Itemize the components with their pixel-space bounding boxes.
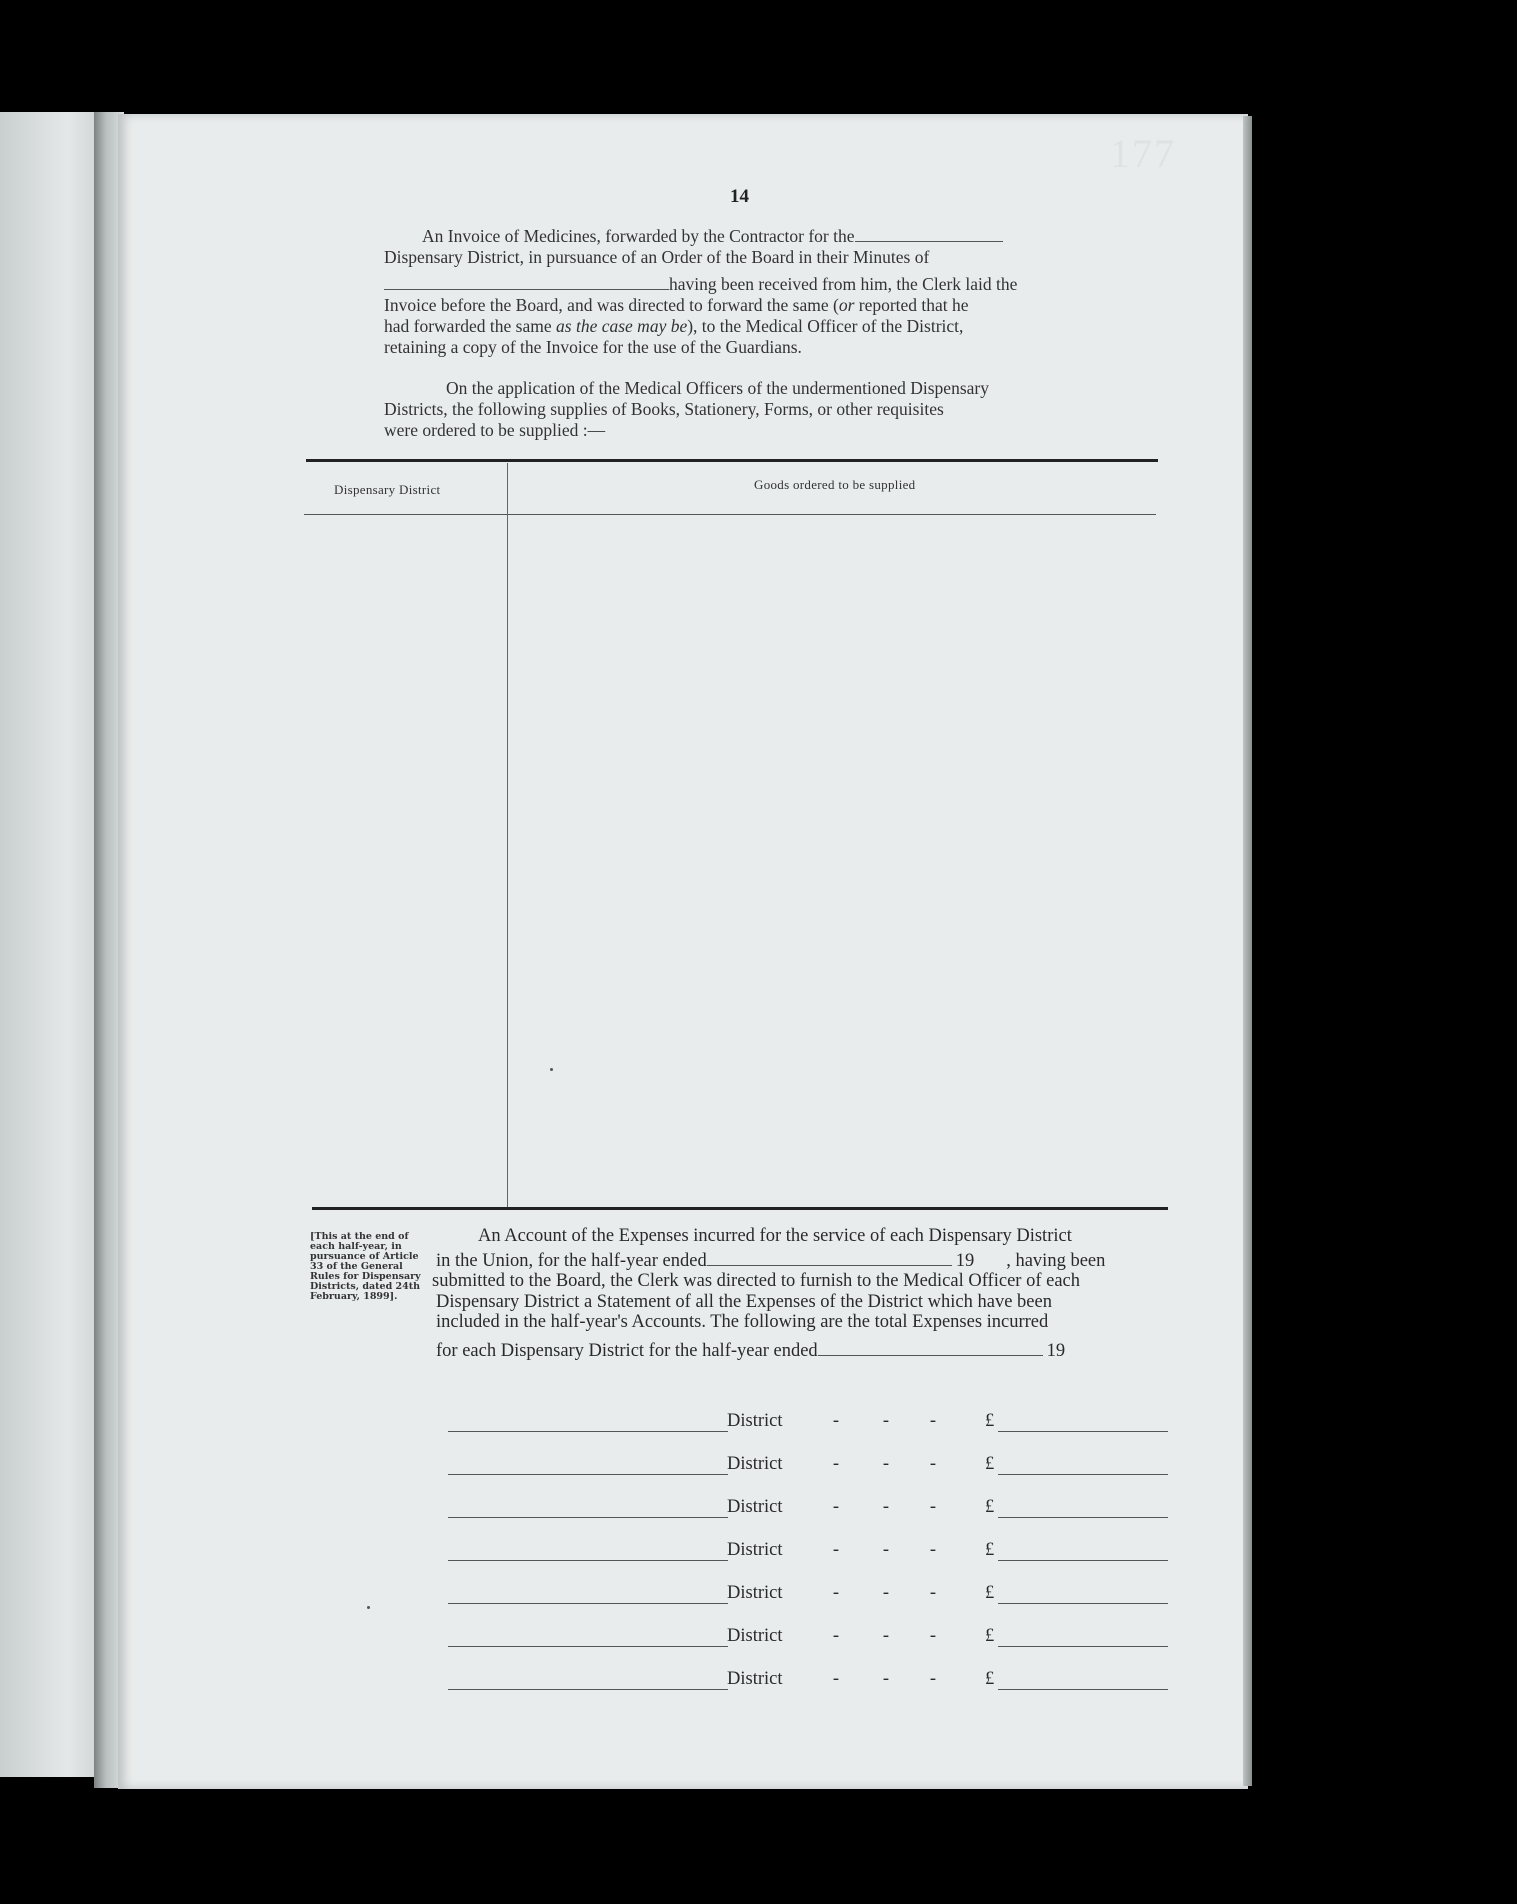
page-number: 14 (730, 186, 749, 207)
amount-blank (998, 1560, 1168, 1561)
amount-blank (998, 1431, 1168, 1432)
district-label: District (727, 1540, 783, 1560)
invoice-text-5a: had forwarded the same (384, 316, 557, 336)
leader-dash: - (882, 1583, 890, 1603)
table-bottom-rule (312, 1207, 1168, 1210)
account-line-1: An Account of the Expenses incurred for the service of each Dispensary District (478, 1226, 1072, 1246)
leader-dash: - (832, 1583, 840, 1603)
table-column-divider (507, 463, 508, 1208)
pound-sign: £ (985, 1411, 995, 1431)
district-name-blank (448, 1517, 728, 1518)
column-header-goods: Goods ordered to be supplied (754, 477, 916, 492)
paper-speck (550, 1068, 553, 1071)
leader-dash: - (882, 1669, 890, 1689)
account-line-3: submitted to the Board, the Clerk was directed to furnish to the Medical Officer of each (432, 1271, 1080, 1291)
district-name-blank (448, 1560, 728, 1561)
account-text-2b: , having been (1006, 1250, 1106, 1271)
invoice-text-3: having been received from him, the Clerk laid the (669, 274, 1018, 294)
invoice-line-1 (384, 226, 1102, 247)
pound-sign: £ (985, 1669, 995, 1689)
leader-dash: - (882, 1411, 890, 1431)
district-row (440, 1540, 1170, 1570)
pound-sign: £ (985, 1497, 995, 1517)
district-name-blank (448, 1689, 728, 1690)
district-label: District (727, 1626, 783, 1646)
invoice-or-italic: or (838, 295, 855, 315)
invoice-text-4: Invoice before the Board, and was directed to forward the same ( (384, 295, 839, 315)
invoice-text-4b: reported that he (854, 295, 969, 315)
district-name-blank (448, 1431, 728, 1432)
application-paragraph (384, 378, 1102, 441)
leader-dash: - (882, 1626, 890, 1646)
account-line-6 (436, 1340, 1168, 1362)
table-header-rule (304, 514, 1156, 515)
pound-sign: £ (985, 1583, 995, 1603)
leader-dash: - (929, 1669, 937, 1689)
invoice-case-italic: as the case may be (556, 316, 688, 336)
marginal-note: [This at the end of each half-year, in pursuance of Article 33 of the General Rules for Dispensary Districts, dated 24th February, 1899]. (310, 1231, 421, 1302)
amount-blank (998, 1474, 1168, 1475)
amount-blank (998, 1646, 1168, 1647)
invoice-line-3 (384, 274, 1102, 295)
application-line-2: Districts, the following supplies of Books, Stationery, Forms, or other requisites (384, 399, 944, 419)
leader-dash: - (832, 1669, 840, 1689)
district-row (440, 1454, 1170, 1484)
district-row (440, 1497, 1170, 1527)
account-text-2a: in the Union, for the half-year ended (436, 1250, 707, 1271)
document-page (118, 114, 1248, 1789)
invoice-line-2: Dispensary District, in pursuance of an Order of the Board in their Minutes of (384, 247, 930, 267)
table-top-rule (306, 459, 1158, 462)
leader-dash: - (882, 1540, 890, 1560)
district-row (440, 1626, 1170, 1656)
column-header-district: Dispensary District (334, 482, 441, 497)
amount-blank (998, 1689, 1168, 1690)
leader-dash: - (832, 1497, 840, 1517)
page-edge (1243, 116, 1252, 1786)
leader-dash: - (929, 1583, 937, 1603)
district-label: District (727, 1669, 783, 1689)
leader-dash: - (929, 1411, 937, 1431)
invoice-paragraph (384, 226, 1102, 358)
leader-dash: - (882, 1454, 890, 1474)
district-name-blank (448, 1474, 728, 1475)
invoice-text-1: An Invoice of Medicines, forwarded by the Contractor for the (422, 226, 855, 246)
leader-dash: - (929, 1540, 937, 1560)
account-line-4: Dispensary District a Statement of all the Expenses of the District which have been (436, 1291, 1052, 1312)
district-row (440, 1669, 1170, 1699)
invoice-text-5b: ), to the Medical Officer of the District, (687, 316, 964, 336)
account-paragraph (432, 1226, 1168, 1361)
half-year-blank-1 (707, 1250, 952, 1266)
leader-dash: - (832, 1540, 840, 1560)
district-name-blank (448, 1646, 728, 1647)
district-label: District (727, 1454, 783, 1474)
pound-sign: £ (985, 1454, 995, 1474)
application-line-3: were ordered to be supplied :— (384, 420, 606, 440)
account-line-5: included in the half-year's Accounts. The following are the total Expenses incurred (436, 1312, 1049, 1332)
district-label: District (727, 1411, 783, 1431)
leader-dash: - (832, 1626, 840, 1646)
leader-dash: - (929, 1497, 937, 1517)
folio-stamp: 177 (1110, 131, 1176, 176)
leader-dash: - (929, 1626, 937, 1646)
leader-dash: - (832, 1411, 840, 1431)
invoice-line-6: retaining a copy of the Invoice for the use of the Guardians. (384, 337, 802, 357)
amount-blank (998, 1603, 1168, 1604)
account-line-2 (436, 1250, 1168, 1272)
district-row (440, 1583, 1170, 1613)
minutes-blank (384, 274, 669, 290)
pound-sign: £ (985, 1626, 995, 1646)
paper-speck (367, 1606, 370, 1609)
account-text-6a: for each Dispensary District for the half-year ended (436, 1340, 818, 1361)
leader-dash: - (929, 1454, 937, 1474)
leader-dash: - (832, 1454, 840, 1474)
invoice-line-4 (384, 295, 1102, 316)
district-row (440, 1411, 1170, 1441)
district-name-blank (448, 1603, 728, 1604)
contractor-blank (855, 226, 1003, 242)
account-year-19-b: 19 (1046, 1340, 1066, 1361)
invoice-line-5 (384, 316, 1102, 337)
amount-blank (998, 1517, 1168, 1518)
leader-dash: - (882, 1497, 890, 1517)
district-label: District (727, 1583, 783, 1603)
district-label: District (727, 1497, 783, 1517)
pound-sign: £ (985, 1540, 995, 1560)
account-year-19-a: 19 (955, 1250, 975, 1271)
half-year-blank-2 (818, 1340, 1043, 1356)
application-line-1: On the application of the Medical Officers of the undermentioned Dispensary (446, 378, 989, 398)
